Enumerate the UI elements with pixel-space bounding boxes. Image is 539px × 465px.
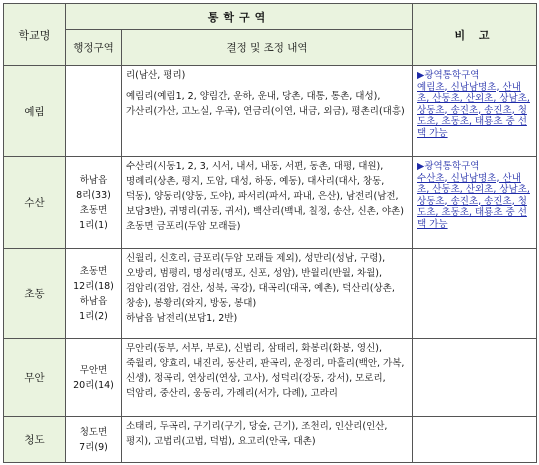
remarks-cell: [413, 339, 537, 417]
remarks-cell: [413, 66, 537, 157]
decision-detail-cell: [122, 417, 413, 463]
region-line: 하남읍: [79, 174, 108, 186]
region-line: 초동면: [79, 204, 108, 216]
remarks-cell: [413, 157, 537, 249]
table-row: [4, 339, 537, 417]
detail-line: 초동면 금포리(두암 모래들): [126, 221, 241, 232]
admin-region-cell: [66, 157, 122, 249]
admin-region-cell: [66, 339, 122, 417]
decision-detail-cell: [122, 249, 413, 339]
decision-detail-cell: [122, 339, 413, 417]
decision-detail-cell: [122, 157, 413, 249]
region-line: 7리(9): [79, 441, 108, 453]
region-line: 1리(2): [79, 310, 108, 322]
remarks-text: 수산초, 신남남명초, 산내초, 산동초, 산외초, 상남초, 상동초, 송진초, 송진초, 청도초, 초동초, 태룡초 중 선택 가능: [417, 172, 530, 230]
table-row: [4, 157, 537, 249]
school-district-table: [3, 3, 537, 463]
header-remarks: 비 고: [413, 4, 537, 66]
remarks-title: ▶광역통학구역: [417, 70, 480, 81]
header-admin-zone: 행정구역: [66, 30, 122, 66]
detail-line: 리(남산, 평리): [126, 70, 186, 81]
table-row: [4, 66, 537, 157]
school-name-cell: 예림: [4, 66, 66, 157]
admin-region-cell: [66, 66, 122, 157]
remarks-text: 예림초, 신남남명초, 산내초, 산동초, 산외초, 상남초, 상동초, 송진초, 송진초, 청도초, 초동초, 태룡초 중 선택 가능: [417, 81, 530, 139]
admin-region-cell: [66, 417, 122, 463]
detail-line: 예림리(예림1, 2, 양림간, 운하, 운내, 당촌, 대통, 통촌, 대성), 가산리(가산, 고노실, 우곡), 연금리(이연, 내금, 외금), 평촌리(대흥): [126, 91, 405, 117]
detail-line: 수산리(시동1, 2, 3, 시서, 내서, 내동, 서편, 동촌, 대평, 대원), 명례리(상촌, 평지, 도암, 대성, 하동, 예동), 대사리(대사, 창동, 덕동), 양동리(양동, 도야), 파서리(파서, 파내, 은산), 남전리(남전, 보담3반), 귀명리(귀동, 귀서), 백산리(백내, 칠정, 송산, 신촌, 야촌): [126, 161, 404, 217]
school-name-cell: 초동: [4, 249, 66, 339]
region-line: 8리(33): [76, 189, 111, 201]
detail-line: 하남읍 남전리(보담1, 2반): [126, 313, 238, 324]
header-decision-detail: 결정 및 조정 내역: [122, 30, 413, 66]
region-line: 초동면: [79, 265, 108, 277]
region-line: 12리(18): [73, 280, 114, 292]
remarks-title: ▶광역통학구역: [417, 161, 480, 172]
region-line: 청도면: [79, 426, 108, 438]
header-commuting-zone: 통학구역: [66, 4, 413, 30]
table-row: [4, 249, 537, 339]
decision-detail-cell: [122, 66, 413, 157]
school-name-cell: 청도: [4, 417, 66, 463]
school-name-cell: 수산: [4, 157, 66, 249]
region-line: 1리(1): [79, 219, 108, 231]
detail-line: 무안리(동부, 서부, 부로), 신법리, 삼태리, 화봉리(화봉, 영신), 죽월리, 양효리, 내진리, 동산리, 판곡리, 운정리, 마흘리(백안, 가복, 신생), 정곡리, 연상리(연상, 고사), 성덕리(강동, 강서), 모로리, 덕암리, 중산리, 웅동리, 가례리(서가, 다례), 고라리: [126, 343, 405, 399]
school-name-cell: 무안: [4, 339, 66, 417]
remarks-cell: [413, 249, 537, 339]
detail-line: 소태리, 두곡리, 구기리(구기, 당숲, 근기), 조천리, 인산리(인산, 평지), 고법리(고법, 덕법), 요고리(안곡, 대촌): [126, 421, 388, 447]
region-line: 하남읍: [79, 295, 108, 307]
region-line: 20리(14): [73, 379, 114, 391]
region-line: 무안면: [79, 364, 108, 376]
detail-line: 신월리, 신호리, 금포리(두암 모래들 제외), 성만리(성남, 구령), 오방리, 범평리, 명성리(명포, 신포, 성암), 반월리(반월, 차월), 검암리(검암, 검산, 성북, 곡강), 대곡리(대곡, 예촌), 덕산리(상촌, 창송), 봉황리(와지, 방동, 봉대): [126, 253, 395, 309]
remarks-cell: [413, 417, 537, 463]
header-school-name: 학교명: [4, 4, 66, 66]
table-row: [4, 417, 537, 463]
admin-region-cell: [66, 249, 122, 339]
